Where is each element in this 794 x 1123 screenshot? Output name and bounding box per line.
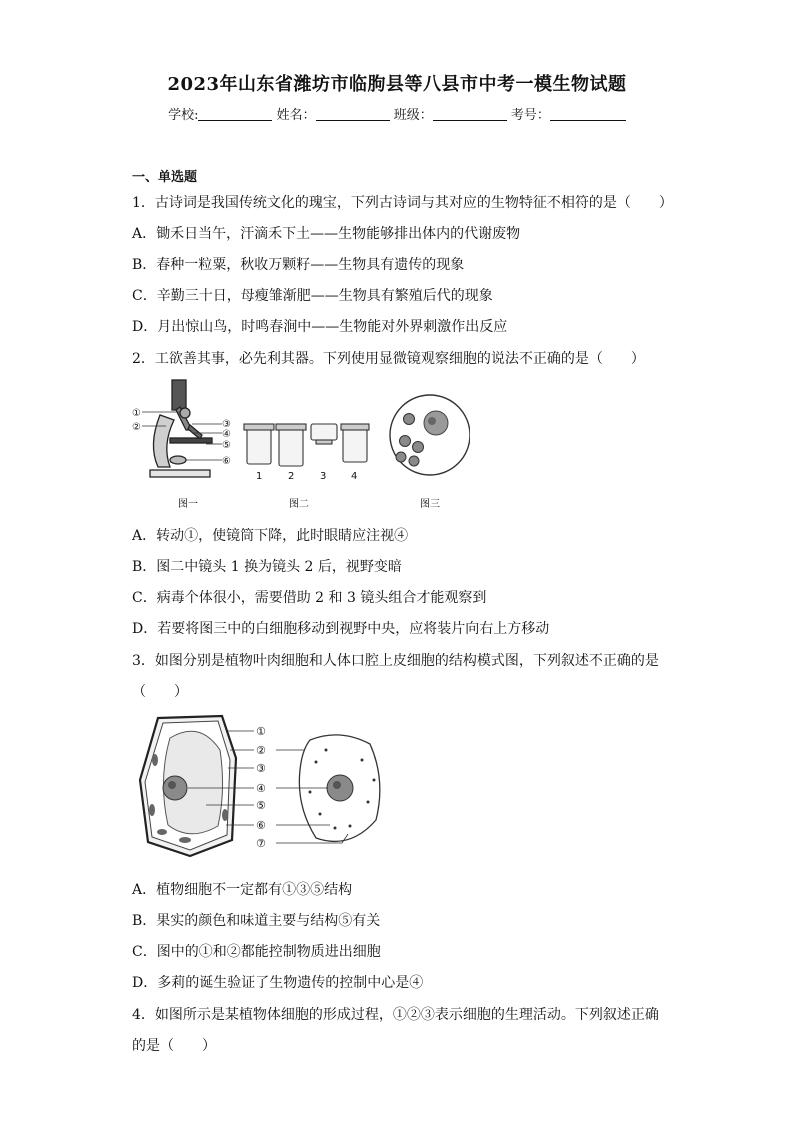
- figure-1-caption: 图一: [178, 499, 198, 510]
- q2-option-c: C．病毒个体很小，需要借助 2 和 3 镜头组合才能观察到: [132, 590, 487, 606]
- exam-number-blank: [550, 106, 626, 121]
- name-blank: [316, 106, 390, 121]
- lens-number-2: 2: [288, 471, 295, 482]
- q2-option-d: D．若要将图三中的白细胞移动到视野中央，应将装片向右上方移动: [132, 621, 550, 637]
- cell-label-2: ②: [256, 744, 266, 757]
- name-label: 姓名：: [276, 108, 316, 123]
- q3-option-d: D．多莉的诞生验证了生物遗传的控制中心是④: [132, 975, 424, 991]
- figure-2-caption: 图二: [289, 499, 309, 510]
- q2-option-a: A．转动①，使镜筒下降，此时眼睛应注视④: [132, 528, 409, 544]
- microscope-label-3: ③: [222, 419, 231, 430]
- school-label: 学校:: [168, 108, 199, 123]
- q4-stem-line2: 的是（ ）: [132, 1038, 216, 1054]
- q3-stem-line2: （ ）: [132, 684, 188, 700]
- cell-label-4: ④: [256, 782, 266, 795]
- q3-option-a: A．植物细胞不一定都有①③⑤结构: [132, 882, 353, 898]
- lens-number-3: 3: [320, 471, 327, 482]
- section-heading: 一、单选题: [132, 170, 198, 185]
- field-of-view-drawing: [390, 395, 470, 475]
- q1-option-b: B．春种一粒粟，秋收万颗籽——生物具有遗传的现象: [132, 257, 465, 273]
- microscope-label-2: ②: [132, 422, 141, 433]
- cell-label-6: ⑥: [256, 819, 266, 832]
- lens-drawings: [244, 424, 369, 466]
- q3-stem-line1: 3．如图分别是植物叶肉细胞和人体口腔上皮细胞的结构模式图，下列叙述不正确的是: [132, 653, 659, 669]
- q2-stem: 2．工欲善其事，必先利其器。下列使用显微镜观察细胞的说法不正确的是（ ）: [132, 351, 645, 367]
- cell-label-1: ①: [256, 725, 266, 738]
- microscope-drawing: [150, 380, 212, 477]
- class-blank: [433, 106, 507, 121]
- q4-stem-line1: 4．如图所示是某植物体细胞的形成过程，①②③表示细胞的生理活动。下列叙述正确: [132, 1007, 659, 1023]
- q3-option-b: B．果实的颜色和味道主要与结构⑤有关: [132, 913, 381, 929]
- q2-microscope-figure: [130, 375, 470, 515]
- q1-option-a: A．锄禾日当午，汗滴禾下土——生物能够排出体内的代谢废物: [132, 226, 521, 242]
- q1-stem: 1．古诗词是我国传统文化的瑰宝，下列古诗词与其对应的生物特征不相符的是（ ）: [132, 195, 673, 211]
- cell-label-7: ⑦: [256, 837, 266, 850]
- microscope-label-1: ①: [132, 408, 141, 419]
- q3-cell-figure: [130, 710, 400, 865]
- page-title: 2023年山东省潍坊市临朐县等八县市中考一模生物试题: [167, 74, 627, 95]
- student-info-line: [0, 104, 794, 123]
- microscope-label-5: ⑤: [222, 440, 231, 451]
- cell-label-5: ⑤: [256, 799, 266, 812]
- cell-label-3: ③: [256, 762, 266, 775]
- plant-cell-drawing: [140, 716, 236, 856]
- lens-number-4: 4: [351, 471, 358, 482]
- school-blank: [198, 106, 272, 121]
- lens-number-1: 1: [256, 471, 263, 482]
- figure-3-caption: 图三: [420, 499, 440, 510]
- microscope-label-6: ⑥: [222, 456, 231, 467]
- q1-option-d: D．月出惊山鸟，时鸣春涧中——生物能对外界刺激作出反应: [132, 319, 508, 335]
- q3-option-c: C．图中的①和②都能控制物质进出细胞: [132, 944, 381, 960]
- class-label: 班级：: [393, 108, 433, 123]
- q2-option-b: B．图二中镜头 1 换为镜头 2 后，视野变暗: [132, 559, 402, 575]
- exam-number-label: 考号：: [510, 108, 550, 123]
- microscope-label-4: ④: [222, 429, 231, 440]
- q1-option-c: C．辛勤三十日，母瘦雏渐肥——生物具有繁殖后代的现象: [132, 288, 493, 304]
